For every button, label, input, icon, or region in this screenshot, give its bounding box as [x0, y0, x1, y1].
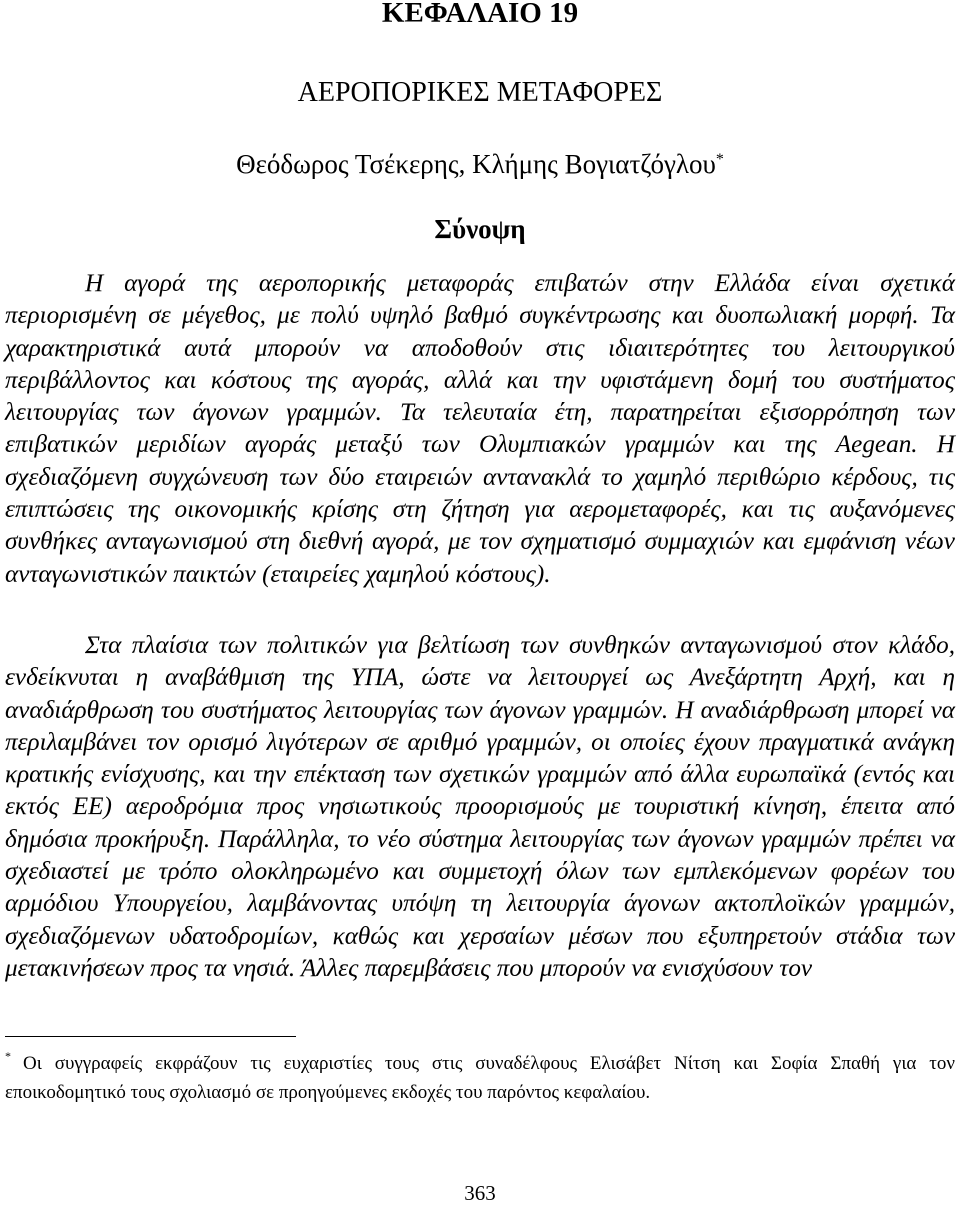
- chapter-subtitle: ΑΕΡΟΠΟΡΙΚΕΣ ΜΕΤΑΦΟΡΕΣ: [297, 77, 663, 108]
- chapter-title: ΚΕΦΑΛΑΙΟ 19: [381, 0, 579, 29]
- page-number: 363: [464, 1181, 496, 1205]
- footnote-text: Οι συγγραφείς εκφράζουν τις ευχαριστίες τους στις συναδέλφους Ελισάβετ Νίτση και Σοφία Σπαθή για τον εποικοδομητικό τους σχολιασμό σε προηγούμενες εκδοχές του παρόντος κεφαλαίου.: [5, 1053, 955, 1103]
- authors-footnote-marker[interactable]: *: [715, 151, 724, 168]
- authors-line: [0, 147, 960, 181]
- abstract-paragraph: Στα πλαίσια των πολιτικών για βελτίωση των συνθηκών ανταγωνισμού στον κλάδο, ενδείκνυται η αναβάθμιση της ΥΠΑ, ώστε να λειτουργεί ως Ανεξάρτητη Αρχή, και η αναδιάρθρωση του συστήματος λειτουργίας των άγονων γραμμών. Η αναδιάρθρωση μπορεί να περιλαμβάνει τον ορισμό λιγότερων σε αριθμό γραμμών, οι οποίες έχουν πραγματικά ανάγκη κρατικής ενίσχυσης, και την επέκταση των σχετικών γραμμών από άλλα ευρωπαϊκά (εντός και εκτός ΕΕ) αεροδρόμια προς νησιωτικούς προορισμούς με τουριστική κίνηση, έπειτα από δημόσια προκήρυξη. Παράλληλα, το νέο σύστημα λειτουργίας των άγονων γραμμών πρέπει να σχεδιαστεί με τρόπο ολοκληρωμένο και συμμετοχή όλων των εμπλεκόμενων φορέων του αρμόδιου Υπουργείου, λαμβάνοντας υπόψη τη λειτουργία άγονων ακτοπλοϊκών γραμμών, σχεδιαζόμενων υδατοδρομίων, καθώς και χερσαίων μέσων που εξυπηρετούν στάδια των μετακινήσεων προς τα νησιά. Άλλες παρεμβάσεις που μπορούν να ενισχύσουν τον: [5, 632, 955, 982]
- abstract-paragraph-1-block: [5, 268, 955, 591]
- footnote-separator: [5, 1036, 296, 1037]
- abstract-paragraph: Η αγορά της αεροπορικής μεταφοράς επιβατών στην Ελλάδα είναι σχετικά περιορισμένη σε μέγεθος, με πολύ υψηλό βαθμό συγκέντρωσης και δυοπωλιακή μορφή. Τα χαρακτηριστικά αυτά μπορούν να αποδοθούν στις ιδιαιτερότητες του λειτουργικού περιβάλλοντος και κόστους της αγοράς, αλλά και την υφιστάμενη δομή του συστήματος λειτουργίας των άγονων γραμμών. Τα τελευταία έτη, παρατηρείται εξισορρόπηση των επιβατικών μεριδίων αγοράς μεταξύ των Ολυμπιακών γραμμών και της Aegean. Η σχεδιαζόμενη συγχώνευση των δύο εταιρειών αντανακλά το χαμηλό περιθώριο κέρδους, τις επιπτώσεις της οικονομικής κρίσης στη ζήτηση για αερομεταφορές, και τις αυξανόμενες συνθήκες ανταγωνισμού στη διεθνή αγορά, με τον σχηματισμό συμμαχιών και εμφάνιση νέων ανταγωνιστικών παικτών (εταιρείες χαμηλού κόστους).: [5, 270, 955, 588]
- abstract-heading: Σύνοψη: [434, 214, 526, 244]
- footnote-marker: *: [5, 1049, 11, 1063]
- footnote: [5, 1050, 955, 1107]
- abstract-paragraph-2-block: [5, 630, 955, 985]
- authors-names: Θεόδωρος Τσέκερης, Κλήμης Βογιατζόγλου: [236, 149, 716, 179]
